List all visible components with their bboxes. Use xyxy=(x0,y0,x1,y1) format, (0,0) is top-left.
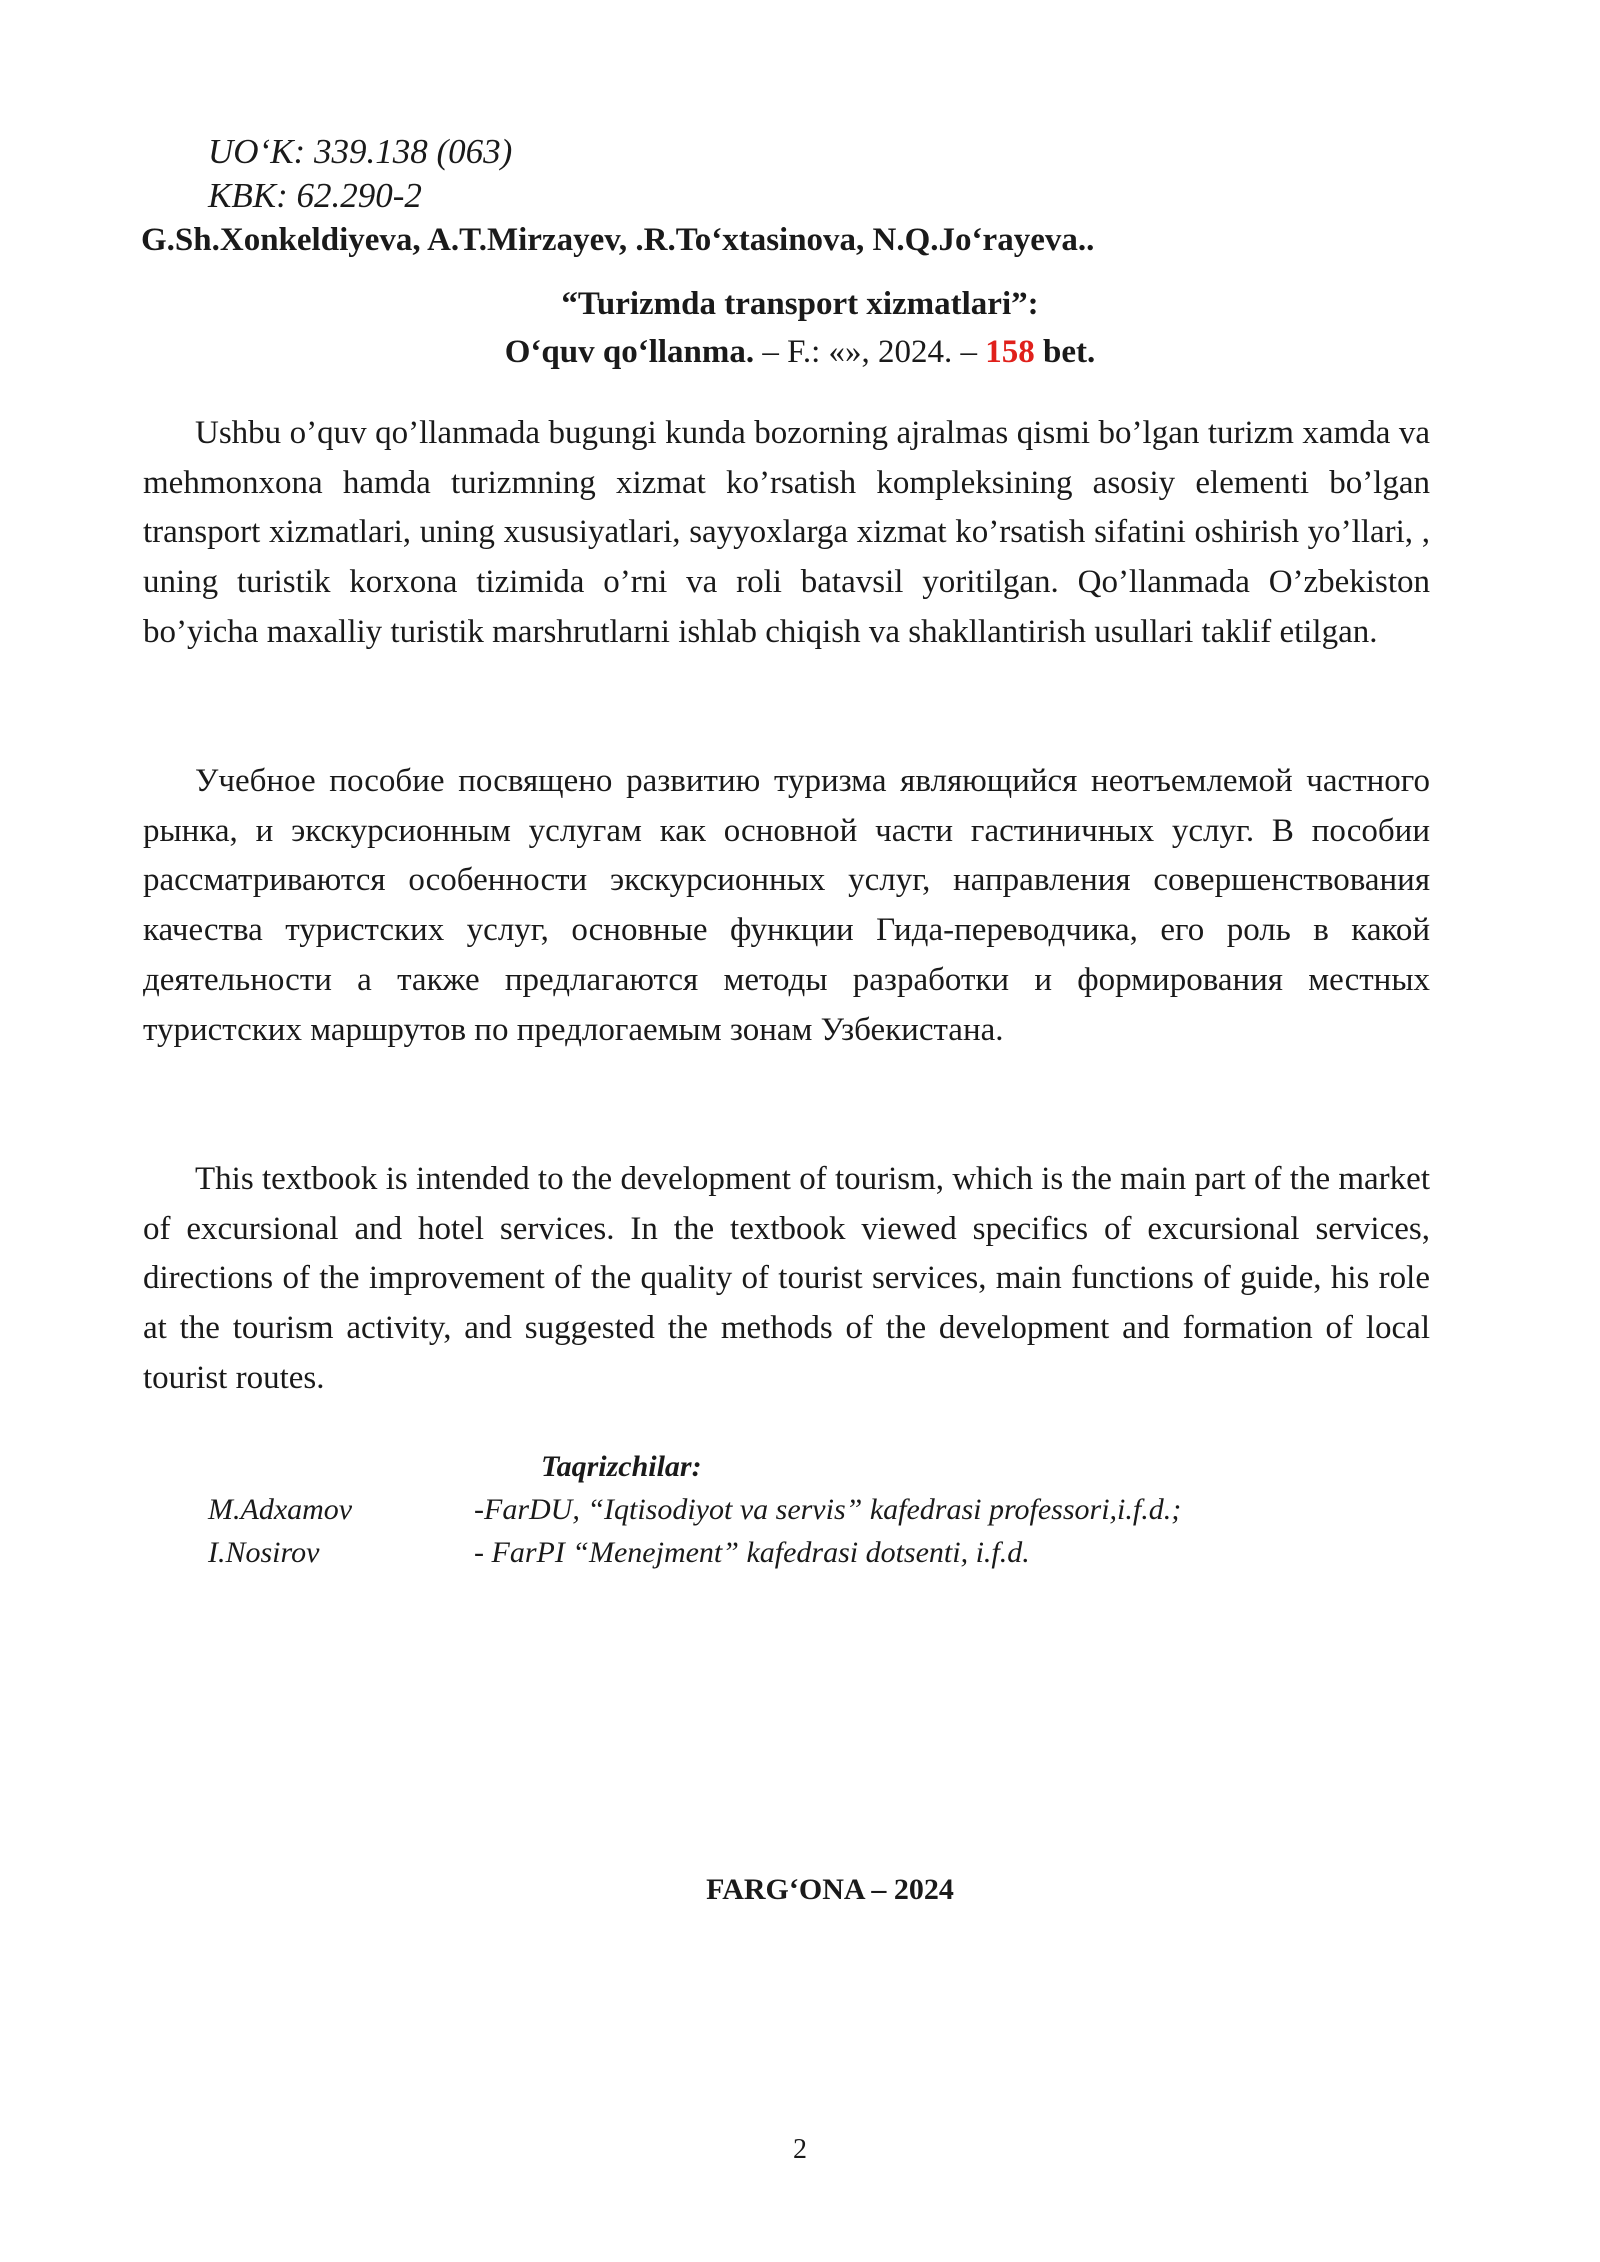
reviewer-position: -FarDU, “Iqtisodiyot va servis” kafedrasi professori,i.f.d.; xyxy=(474,1493,1182,1526)
reviewer-name: I.Nosirov xyxy=(208,1536,320,1569)
page-number: 2 xyxy=(793,2134,807,2165)
abstract-english: This textbook is intended to the development of tourism, which is the main part of the market of excursional and hotel services. In the textbook viewed specifics of excursional services, directions of the improvement of the quality of tourist services, main functions of guide, his role at the tourism activity, and suggested the methods of the development and formation of local tourist routes. xyxy=(143,1161,1430,1396)
udc-code: UO‘K: 339.138 (063) xyxy=(208,132,513,171)
publication-city-year: – F.: «», 2024. – xyxy=(754,334,986,370)
classification-codes xyxy=(208,130,512,218)
reviewer-row xyxy=(208,1531,1181,1574)
authors-line: G.Sh.Xonkeldiyeva, A.T.Mirzayev, .R.To‘xtasinova, N.Q.Jo‘rayeva.. xyxy=(141,222,1095,258)
page-count: 158 xyxy=(985,334,1035,370)
title-block xyxy=(0,280,1600,376)
city-year-footer: FARG‘ONA – 2024 xyxy=(706,1873,954,1906)
reviewers-section xyxy=(208,1445,1181,1574)
book-title: “Turizmda transport xizmatlari”: xyxy=(561,286,1039,322)
reviewer-row xyxy=(208,1488,1181,1531)
abstract-uzbek: Ushbu o’quv qo’llanmada bugungi kunda bozorning ajralmas qismi bo’lgan turizm xamda va mehmonxona hamda turizmning xizmat ko’rsatish kompleksining asosiy elementi bo’lgan transport xizmatlari, uning xususiyatlari, sayyoxlarga xizmat ko’rsatish sifatini oshirish yo’llari, , uning turistik korxona tizimida o’rni va roli batavsil yoritilgan. Qo’llanmada O’zbekiston bo’yicha maxalliy turistik marshrutlarni ishlab chiqish va shakllantirish usullari taklif etilgan. xyxy=(143,415,1430,650)
reviewer-position: - FarPI “Menejment” kafedrasi dotsenti, i.f.d. xyxy=(474,1536,1030,1569)
page-count-unit: bet. xyxy=(1034,334,1096,370)
reviewers-heading: Taqrizchilar: xyxy=(541,1450,702,1483)
publication-info xyxy=(0,328,1600,376)
bbk-code: KBK: 62.290-2 xyxy=(208,176,422,215)
abstract-russian: Учебное пособие посвящено развитию туризма являющийся неотъемлемой частного рынка, и экскурсионным услугам как основной части гастиничных услуг. В пособии рассматриваются особенности экскурсионных услуг, направления совершенствования качества туристских услуг, основные функции Гида-переводчика, его роль в какой деятельности а также предлагаются методы разработки и формирования местных туристских маршрутов по предлогаемым зонам Узбекистана. xyxy=(143,763,1430,1048)
publication-type: O‘quv qo‘llanma. xyxy=(504,334,755,370)
reviewer-name: M.Adxamov xyxy=(208,1493,353,1526)
